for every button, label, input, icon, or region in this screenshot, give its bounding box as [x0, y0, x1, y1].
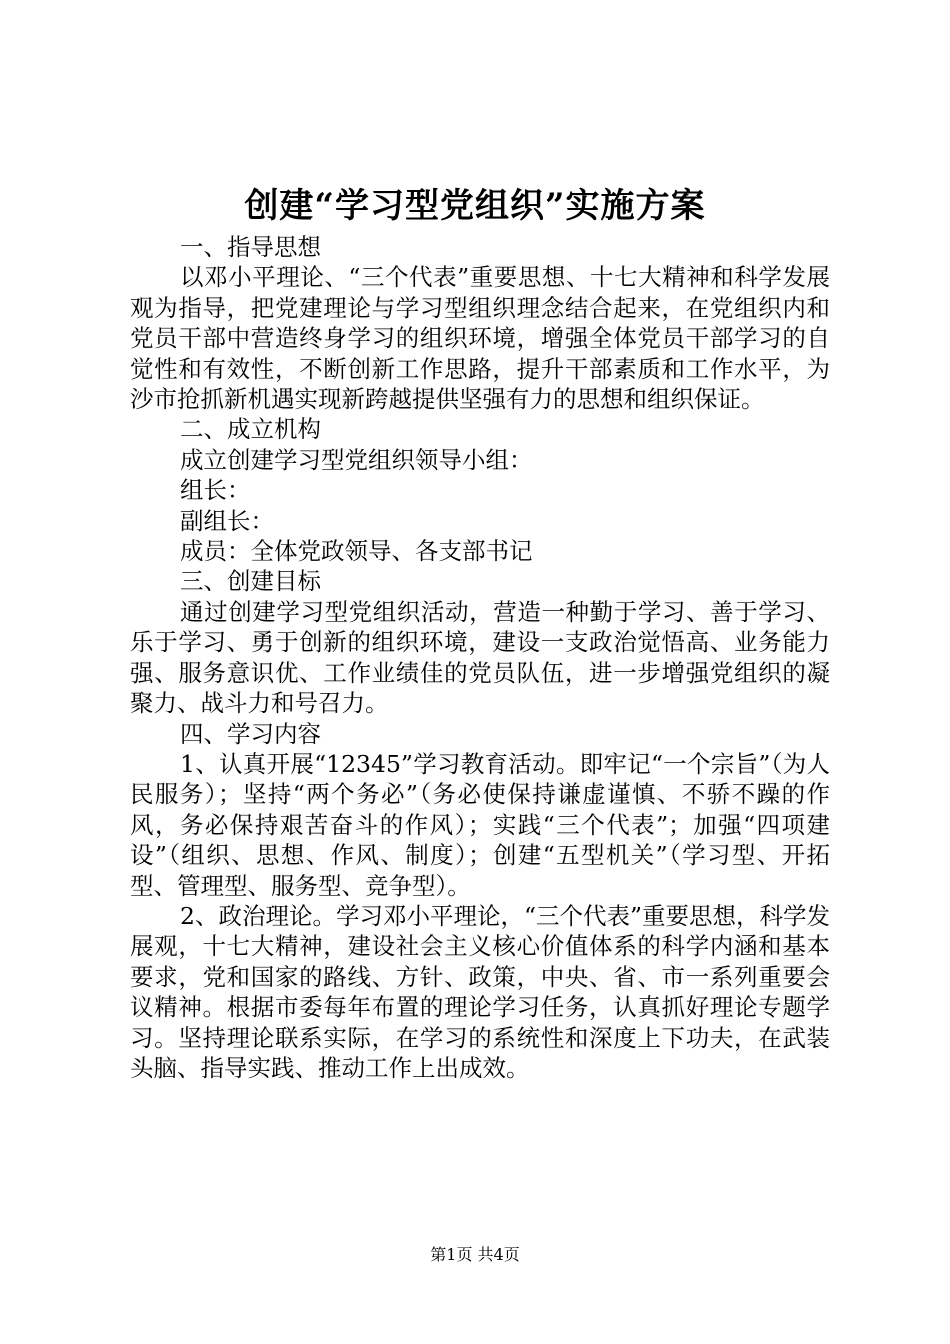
- paragraph-study-item-2: 2、政治理论。学习邓小平理论，“三个代表”重要思想，科学发展观，十七大精神，建设社会主义核心价值体系的科学内涵和基本要求，党和国家的路线、方针、政策，中央、省、市一系列重要会议精神。根据市委每年布置的理论学习任务，认真抓好理论专题学习。坚持理论联系实际，在学习的系统性和深度上下功夫，在武装头脑、指导实践、推动工作上出成效。: [130, 901, 830, 1082]
- section-heading-organization: 二、成立机构: [180, 415, 321, 444]
- paragraph-members: 成员：全体党政领导、各支部书记: [180, 537, 533, 566]
- page-footer: 第1页 共4页: [430, 1245, 520, 1264]
- paragraph-group-leader: 组长：: [180, 476, 251, 505]
- section-heading-goals: 三、创建目标: [180, 567, 321, 596]
- paragraph-guiding-ideology: 以邓小平理论、“三个代表”重要思想、十七大精神和科学发展观为指导，把党建理论与学习型组织理念结合起来，在党组织内和党员干部中营造终身学习的组织环境，增强全体党员干部学习的自觉性和有效性，不断创新工作思路，提升干部素质和工作水平，为沙市抢抓新机遇实现新跨越提供坚强有力的思想和组织保证。: [130, 263, 830, 414]
- section-heading-study-content: 四、学习内容: [180, 719, 321, 748]
- page-title: 创建“学习型党组织”实施方案: [244, 186, 706, 226]
- paragraph-study-item-1: 1、认真开展“12345”学习教育活动。即牢记“一个宗旨”（为人民服务）；坚持“两个务必”（务必使保持谦虚谨慎、不骄不躁的作风，务必保持艰苦奋斗的作风）；实践“三个代表”；加强“四项建设”（组织、思想、作风、制度）；创建“五型机关”（学习型、开拓型、管理型、服务型、竞争型）。: [130, 749, 830, 900]
- paragraph-leading-group: 成立创建学习型党组织领导小组：: [180, 445, 533, 474]
- paragraph-deputy-leader: 副组长：: [180, 506, 274, 535]
- document-body: [130, 232, 830, 1083]
- section-heading-guiding-ideology: 一、指导思想: [180, 233, 321, 261]
- paragraph-goals: 通过创建学习型党组织活动，营造一种勤于学习、善于学习、乐于学习、勇于创新的组织环境，建设一支政治觉悟高、业务能力强、服务意识优、工作业绩佳的党员队伍，进一步增强党组织的凝聚力、战斗力和号召力。: [130, 597, 830, 718]
